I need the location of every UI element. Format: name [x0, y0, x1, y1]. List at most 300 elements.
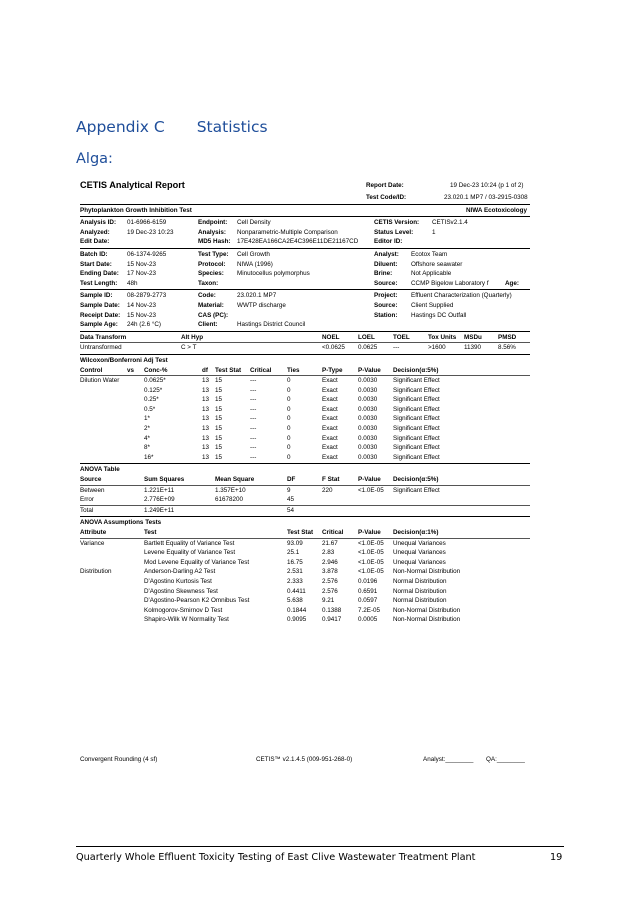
appendix-heading — [76, 118, 268, 136]
th-vs: vs — [127, 366, 135, 374]
th-control: Control — [80, 366, 103, 374]
table-cell: Variance — [80, 539, 105, 547]
table-cell: 16.75 — [287, 558, 303, 566]
ending-row — [80, 269, 530, 279]
th-decision: Decision(α:5%) — [393, 476, 439, 484]
test-code-label: Test Code/ID: — [366, 194, 407, 201]
table-row — [80, 434, 530, 444]
table-cell: Distribution — [80, 568, 112, 576]
table-cell: 0 — [287, 405, 291, 413]
table-cell: 0.0625* — [144, 377, 166, 385]
batch-id-label: Batch ID: — [80, 250, 108, 258]
receipt-date: 15 Nov-23 — [127, 311, 157, 319]
table-cell: --- — [250, 405, 257, 413]
table-cell: Unequal Variances — [393, 549, 446, 557]
table-row — [80, 405, 530, 415]
table-cell: Exact — [322, 377, 338, 385]
page-number: 19 — [550, 852, 563, 863]
endpoint: Cell Density — [237, 219, 271, 227]
brine-label: Brine: — [374, 270, 393, 278]
table-cell: 0.0030 — [358, 386, 378, 394]
table-cell: 0.0030 — [358, 453, 378, 461]
th-source: Source — [80, 476, 102, 484]
table-cell: Exact — [322, 415, 338, 423]
table-cell: 2.776E+09 — [144, 496, 175, 504]
table-cell: 13 — [202, 415, 210, 423]
assumptions-header — [80, 528, 530, 538]
table-cell: 220 — [322, 486, 333, 494]
control-cell: Dilution Water — [80, 377, 120, 385]
table-row — [80, 486, 530, 496]
table-row — [80, 414, 530, 424]
transform-row — [80, 343, 530, 353]
table-cell: 0.125* — [144, 386, 163, 394]
sample-date-row — [80, 301, 530, 311]
table-cell: Anderson-Darling A2 Test — [144, 568, 216, 576]
table-row — [80, 615, 530, 625]
table-cell: 2.946 — [322, 558, 338, 566]
table-cell: 9 — [287, 486, 291, 494]
table-cell: 1.221E+11 — [144, 486, 175, 494]
table-cell: 0.0005 — [358, 616, 378, 624]
table-cell: Significant Effect — [393, 396, 440, 404]
table-cell: --- — [250, 396, 257, 404]
table-cell: Exact — [322, 386, 338, 394]
footer-rule — [76, 846, 564, 847]
th-p-type: P-Type — [322, 366, 343, 374]
th-df: df — [202, 366, 208, 374]
table-row — [80, 567, 530, 577]
table-cell: 1.249E+11 — [144, 506, 175, 514]
protocol: NIWA (1996) — [237, 260, 273, 268]
table-cell: 0.0030 — [358, 405, 378, 413]
table-cell: 0 — [287, 425, 291, 433]
table-cell: 13 — [202, 405, 210, 413]
report-title-row — [80, 181, 530, 193]
project-label: Project: — [374, 292, 398, 300]
table-cell: 45 — [287, 496, 295, 504]
analyzed-row — [80, 228, 530, 238]
version-note: CETIS™ v2.1.4.5 (009-951-268-0) — [256, 755, 353, 763]
table-cell: 8* — [144, 444, 150, 452]
table-cell: 61678200 — [215, 496, 244, 504]
analysis-label: Analysis: — [198, 228, 226, 236]
th-toel: TOEL — [393, 333, 410, 341]
table-cell: Significant Effect — [393, 453, 440, 461]
table-cell: Unequal Variances — [393, 558, 446, 566]
table-cell: <1.0E-05 — [358, 486, 384, 494]
species: Minutocellus polymorphus — [237, 270, 310, 278]
table-cell: Normal Distribution — [393, 577, 447, 585]
table-cell: 2.83 — [322, 549, 335, 557]
table-cell: D'Agostino Skewness Test — [144, 587, 218, 595]
table-cell: Exact — [322, 434, 338, 442]
test-code-row — [80, 193, 530, 203]
th-tox-units: Tox Units — [428, 333, 457, 341]
table-cell: 15 — [215, 415, 223, 423]
table-cell: Normal Distribution — [393, 597, 447, 605]
table-row — [80, 558, 530, 568]
diluent-label: Diluent: — [374, 260, 398, 268]
table-cell: 93.09 — [287, 539, 303, 547]
start-row — [80, 260, 530, 270]
th-pmsd: PMSD — [498, 333, 517, 341]
table-row — [80, 376, 530, 386]
th-ties: Ties — [287, 366, 300, 374]
table-cell: 0 — [287, 396, 291, 404]
table-cell: Between — [80, 486, 105, 494]
table-row — [80, 539, 530, 549]
table-cell: 15 — [215, 434, 223, 442]
sample-date: 14 Nov-23 — [127, 301, 157, 309]
table-cell: 15 — [215, 444, 223, 452]
batch-row — [80, 250, 530, 260]
client-label: Client: — [198, 321, 218, 329]
table-cell: 13 — [202, 377, 210, 385]
table-cell: Significant Effect — [393, 405, 440, 413]
table-row — [80, 596, 530, 606]
diluent: Offshore seawater — [411, 260, 463, 268]
table-cell: 0 — [287, 434, 291, 442]
table-cell: <1.0E-05 — [358, 568, 384, 576]
table-cell: Significant Effect — [393, 377, 440, 385]
table-row — [80, 548, 530, 558]
editor-label: Editor ID: — [374, 238, 403, 246]
table-cell: D'Agostino-Pearson K2 Omnibus Test — [144, 597, 250, 605]
md5: 17E428EA166CA2E4C396E11DE21167CD — [237, 238, 359, 246]
cetis-report — [80, 181, 530, 765]
table-cell: 0 — [287, 386, 291, 394]
td-alt-hyp: C > T — [181, 344, 197, 352]
species-label: Species: — [198, 270, 224, 278]
table-cell: 15 — [215, 377, 223, 385]
sample-age: 24h (2.6 °C) — [127, 321, 162, 329]
table-cell: 2.576 — [322, 587, 338, 595]
table-row — [80, 606, 530, 616]
anova-rows — [80, 486, 530, 516]
section-title: Statistics — [196, 118, 268, 136]
table-cell: 15 — [215, 453, 223, 461]
edit-date-label: Edit Date: — [80, 238, 110, 246]
analyzed: 19 Dec-23 10:23 — [127, 228, 174, 236]
table-cell: --- — [250, 386, 257, 394]
th-sum-squares: Sum Squares — [144, 476, 185, 484]
table-cell: 0.0030 — [358, 444, 378, 452]
th-critical: Critical — [322, 529, 344, 536]
ending-date-label: Ending Date: — [80, 270, 119, 278]
table-cell: 0 — [287, 444, 291, 452]
table-cell: Exact — [322, 396, 338, 404]
footer-title: Quarterly Whole Effluent Toxicity Testing of East Clive Wastewater Treatment Plant — [76, 852, 476, 863]
table-row — [80, 506, 530, 516]
length-row — [80, 279, 530, 289]
table-cell: 13 — [202, 434, 210, 442]
ending-date: 17 Nov-23 — [127, 270, 157, 278]
code: 23.020.1 MP7 — [237, 292, 277, 300]
table-cell: 13 — [202, 386, 210, 394]
md5-label: MD5 Hash: — [198, 238, 231, 246]
table-cell: --- — [250, 453, 257, 461]
wilcoxon-header — [80, 366, 530, 376]
endpoint-label: Endpoint: — [198, 219, 228, 227]
table-row — [80, 424, 530, 434]
material: WWTP discharge — [237, 301, 286, 309]
td-transform: Untransformed — [80, 344, 122, 352]
appendix-label: Appendix C — [76, 118, 165, 136]
source-label: Source: — [374, 279, 398, 287]
table-cell: --- — [250, 377, 257, 385]
project: Effluent Characterization (Quarterly) — [411, 292, 512, 300]
report-title: CETIS Analytical Report — [80, 180, 185, 190]
table-row — [80, 443, 530, 453]
th-df: DF — [287, 476, 296, 484]
th-noel: NOEL — [322, 333, 340, 341]
td-msdu: 11390 — [464, 344, 482, 352]
table-cell: Significant Effect — [393, 486, 440, 494]
table-cell: Error — [80, 496, 94, 504]
table-cell: 15 — [215, 405, 223, 413]
status: 1 — [432, 228, 436, 236]
table-cell: 0.1388 — [322, 606, 342, 614]
analysis: Nonparametric-Multiple Comparison — [237, 228, 338, 236]
cetis-version: CETISv2.1.4 — [432, 219, 468, 227]
test-length-label: Test Length: — [80, 279, 118, 287]
table-cell: 0.9095 — [287, 616, 307, 624]
protocol-label: Protocol: — [198, 260, 226, 268]
table-cell: 0.0196 — [358, 577, 378, 585]
table-cell: Significant Effect — [393, 444, 440, 452]
th-test-stat: Test Stat — [215, 366, 242, 374]
table-cell: 0.0030 — [358, 425, 378, 433]
sample-age-row — [80, 320, 530, 330]
wilcoxon-title: Wilcoxon/Bonferroni Adj Test — [80, 356, 168, 364]
analyst-sign: Analyst:________ — [423, 755, 474, 763]
test-type: Cell Growth — [237, 250, 270, 258]
th-p-value: P-Value — [358, 476, 381, 484]
table-cell: 0.9417 — [322, 616, 342, 624]
table-cell: Exact — [322, 405, 338, 413]
table-cell: Significant Effect — [393, 434, 440, 442]
report-date: 19 Dec-23 10:24 (p 1 of 2) — [450, 182, 524, 189]
table-cell: Non-Normal Distribution — [393, 616, 461, 624]
td-noel: <0.0625 — [322, 344, 345, 352]
table-cell: 21.67 — [322, 539, 338, 547]
sample-age-label: Sample Age: — [80, 321, 118, 329]
test-code: 23.020.1 MP7 / 03-2915-0308 — [444, 194, 528, 201]
table-cell: 13 — [202, 425, 210, 433]
table-cell: 7.2E-05 — [358, 606, 381, 614]
table-row — [80, 395, 530, 405]
table-cell: 0.0030 — [358, 396, 378, 404]
table-cell: 0.0030 — [358, 434, 378, 442]
table-cell: Unequal Variances — [393, 539, 446, 547]
table-cell: --- — [250, 434, 257, 442]
table-cell: 9.21 — [322, 597, 335, 605]
table-row — [80, 587, 530, 597]
table-cell: 2* — [144, 425, 150, 433]
th-attribute: Attribute — [80, 529, 107, 536]
analysis-id: 01-6966-6159 — [127, 219, 167, 227]
table-cell: Shapiro-Wilk W Normality Test — [144, 616, 229, 624]
table-cell: Exact — [322, 425, 338, 433]
table-cell: 5.638 — [287, 597, 303, 605]
table-cell: Levene Equality of Variance Test — [144, 549, 236, 557]
th-decision: Decision(α:5%) — [393, 366, 439, 374]
th-p-value: P-Value — [358, 529, 381, 536]
th-conc: Conc-% — [144, 366, 168, 374]
th-alt-hyp: Alt Hyp — [181, 333, 204, 341]
table-cell: 25.1 — [287, 549, 300, 557]
analysis-id-label: Analysis ID: — [80, 219, 117, 227]
age-label: Age: — [505, 279, 519, 287]
table-row — [80, 386, 530, 396]
table-cell: 15 — [215, 386, 223, 394]
edit-row — [80, 237, 530, 247]
th-loel: LOEL — [358, 333, 375, 341]
th-test-stat: Test Stat — [287, 529, 314, 536]
receipt-date-label: Receipt Date: — [80, 311, 121, 319]
table-cell: 3.878 — [322, 568, 338, 576]
table-cell: 13 — [202, 444, 210, 452]
table-row — [80, 577, 530, 587]
table-cell: Significant Effect — [393, 425, 440, 433]
client: Hastings District Council — [237, 321, 306, 329]
table-cell: --- — [250, 444, 257, 452]
org-name: NIWA Ecotoxicology — [466, 206, 527, 214]
start-date-label: Start Date: — [80, 260, 112, 268]
qa-sign: QA:________ — [486, 755, 525, 763]
table-cell: Non-Normal Distribution — [393, 568, 461, 576]
table-cell: <1.0E-05 — [358, 549, 384, 557]
report-date-label: Report Date: — [366, 182, 404, 189]
cas-label: CAS (PC): — [198, 311, 229, 319]
th-msdu: MSDu — [464, 333, 482, 341]
analyzed-label: Analyzed: — [80, 228, 110, 236]
table-cell: Significant Effect — [393, 415, 440, 423]
table-cell: 15 — [215, 425, 223, 433]
table-cell: 0.6591 — [358, 587, 378, 595]
table-cell: 15 — [215, 396, 223, 404]
table-cell: 0.4411 — [287, 587, 306, 595]
table-cell: 16* — [144, 453, 154, 461]
table-cell: Total — [80, 506, 94, 514]
td-pmsd: 8.56% — [498, 344, 516, 352]
rounding-note: Convergent Rounding (4 sf) — [80, 755, 158, 763]
receipt-row — [80, 311, 530, 321]
status-label: Status Level: — [374, 228, 414, 236]
table-cell: Non-Normal Distribution — [393, 606, 461, 614]
assumptions-title: ANOVA Assumptions Tests — [80, 519, 162, 527]
analyst: Ecotox Team — [411, 250, 448, 258]
code-label: Code: — [198, 292, 216, 300]
td-toel: --- — [393, 344, 400, 352]
table-row — [80, 495, 530, 505]
table-cell: 13 — [202, 396, 210, 404]
source2-label: Source: — [374, 301, 398, 309]
brine: Not Applicable — [411, 270, 452, 278]
td-tox-units: >1600 — [428, 344, 446, 352]
station: Hastings DC Outfall — [411, 311, 467, 319]
table-cell: 2.576 — [322, 577, 338, 585]
sample-id-row — [80, 291, 530, 301]
table-cell: Exact — [322, 453, 338, 461]
table-cell: Mod Levene Equality of Variance Test — [144, 558, 250, 566]
cetis-version-label: CETIS Version: — [374, 219, 420, 227]
th-decision: Decision(α:1%) — [393, 529, 439, 536]
anova-header — [80, 475, 530, 485]
analysis-row — [80, 218, 530, 228]
table-cell: --- — [250, 425, 257, 433]
td-loel: 0.0625 — [358, 344, 378, 352]
wilcoxon-rows — [80, 376, 530, 462]
table-cell: D'Agostino Kurtosis Test — [144, 577, 212, 585]
table-cell: 1.357E+10 — [215, 486, 246, 494]
station-label: Station: — [374, 311, 398, 319]
sample-id-label: Sample ID: — [80, 292, 113, 300]
source2: Client Supplied — [411, 301, 454, 309]
table-cell: 2.333 — [287, 577, 303, 585]
anova-title: ANOVA Table — [80, 466, 120, 474]
transform-header — [80, 333, 530, 343]
table-cell: 1* — [144, 415, 150, 423]
table-cell: 0 — [287, 453, 291, 461]
th-p-value: P-Value — [358, 366, 381, 374]
table-cell: 2.531 — [287, 568, 303, 576]
batch-id: 06-1374-9265 — [127, 250, 167, 258]
alga-subheading: Alga: — [76, 151, 113, 167]
table-cell: Significant Effect — [393, 386, 440, 394]
table-cell: 0.0597 — [358, 597, 378, 605]
test-name: Phytoplankton Growth Inhibition Test — [80, 206, 192, 214]
table-cell: --- — [250, 415, 257, 423]
table-cell: Bartlett Equality of Variance Test — [144, 539, 235, 547]
test-type-label: Test Type: — [198, 250, 229, 258]
analyst-label: Analyst: — [374, 250, 399, 258]
table-cell: Kolmogorov-Smirnov D Test — [144, 606, 223, 614]
source: CCMP Bigelow Laboratory f — [411, 279, 489, 287]
test-name-row — [80, 206, 530, 216]
th-test: Test — [144, 529, 157, 536]
assumption-rows — [80, 539, 530, 625]
table-cell: 0.25* — [144, 396, 159, 404]
report-footer — [80, 755, 530, 765]
table-row — [80, 453, 530, 463]
th-f-stat: F Stat — [322, 476, 340, 484]
table-cell: Normal Distribution — [393, 587, 447, 595]
table-cell: 0 — [287, 415, 291, 423]
th-critical: Critical — [250, 366, 272, 374]
table-cell: 4* — [144, 434, 150, 442]
th-mean-square: Mean Square — [215, 476, 255, 484]
table-cell: <1.0E-05 — [358, 558, 384, 566]
test-length: 48h — [127, 279, 138, 287]
taxon-label: Taxon: — [198, 279, 219, 287]
sample-date-label: Sample Date: — [80, 301, 120, 309]
table-cell: <1.0E-05 — [358, 539, 384, 547]
table-cell: 0.0030 — [358, 377, 378, 385]
table-cell: 0.5* — [144, 405, 156, 413]
table-cell: 0 — [287, 377, 291, 385]
sample-id: 08-2879-2773 — [127, 292, 167, 300]
th-data-transform: Data Transform — [80, 333, 127, 341]
table-cell: 54 — [287, 506, 295, 514]
table-cell: 0.0030 — [358, 415, 378, 423]
start-date: 15 Nov-23 — [127, 260, 157, 268]
table-cell: Exact — [322, 444, 338, 452]
table-cell: 0.1844 — [287, 606, 307, 614]
material-label: Material: — [198, 301, 224, 309]
table-cell: 13 — [202, 453, 210, 461]
